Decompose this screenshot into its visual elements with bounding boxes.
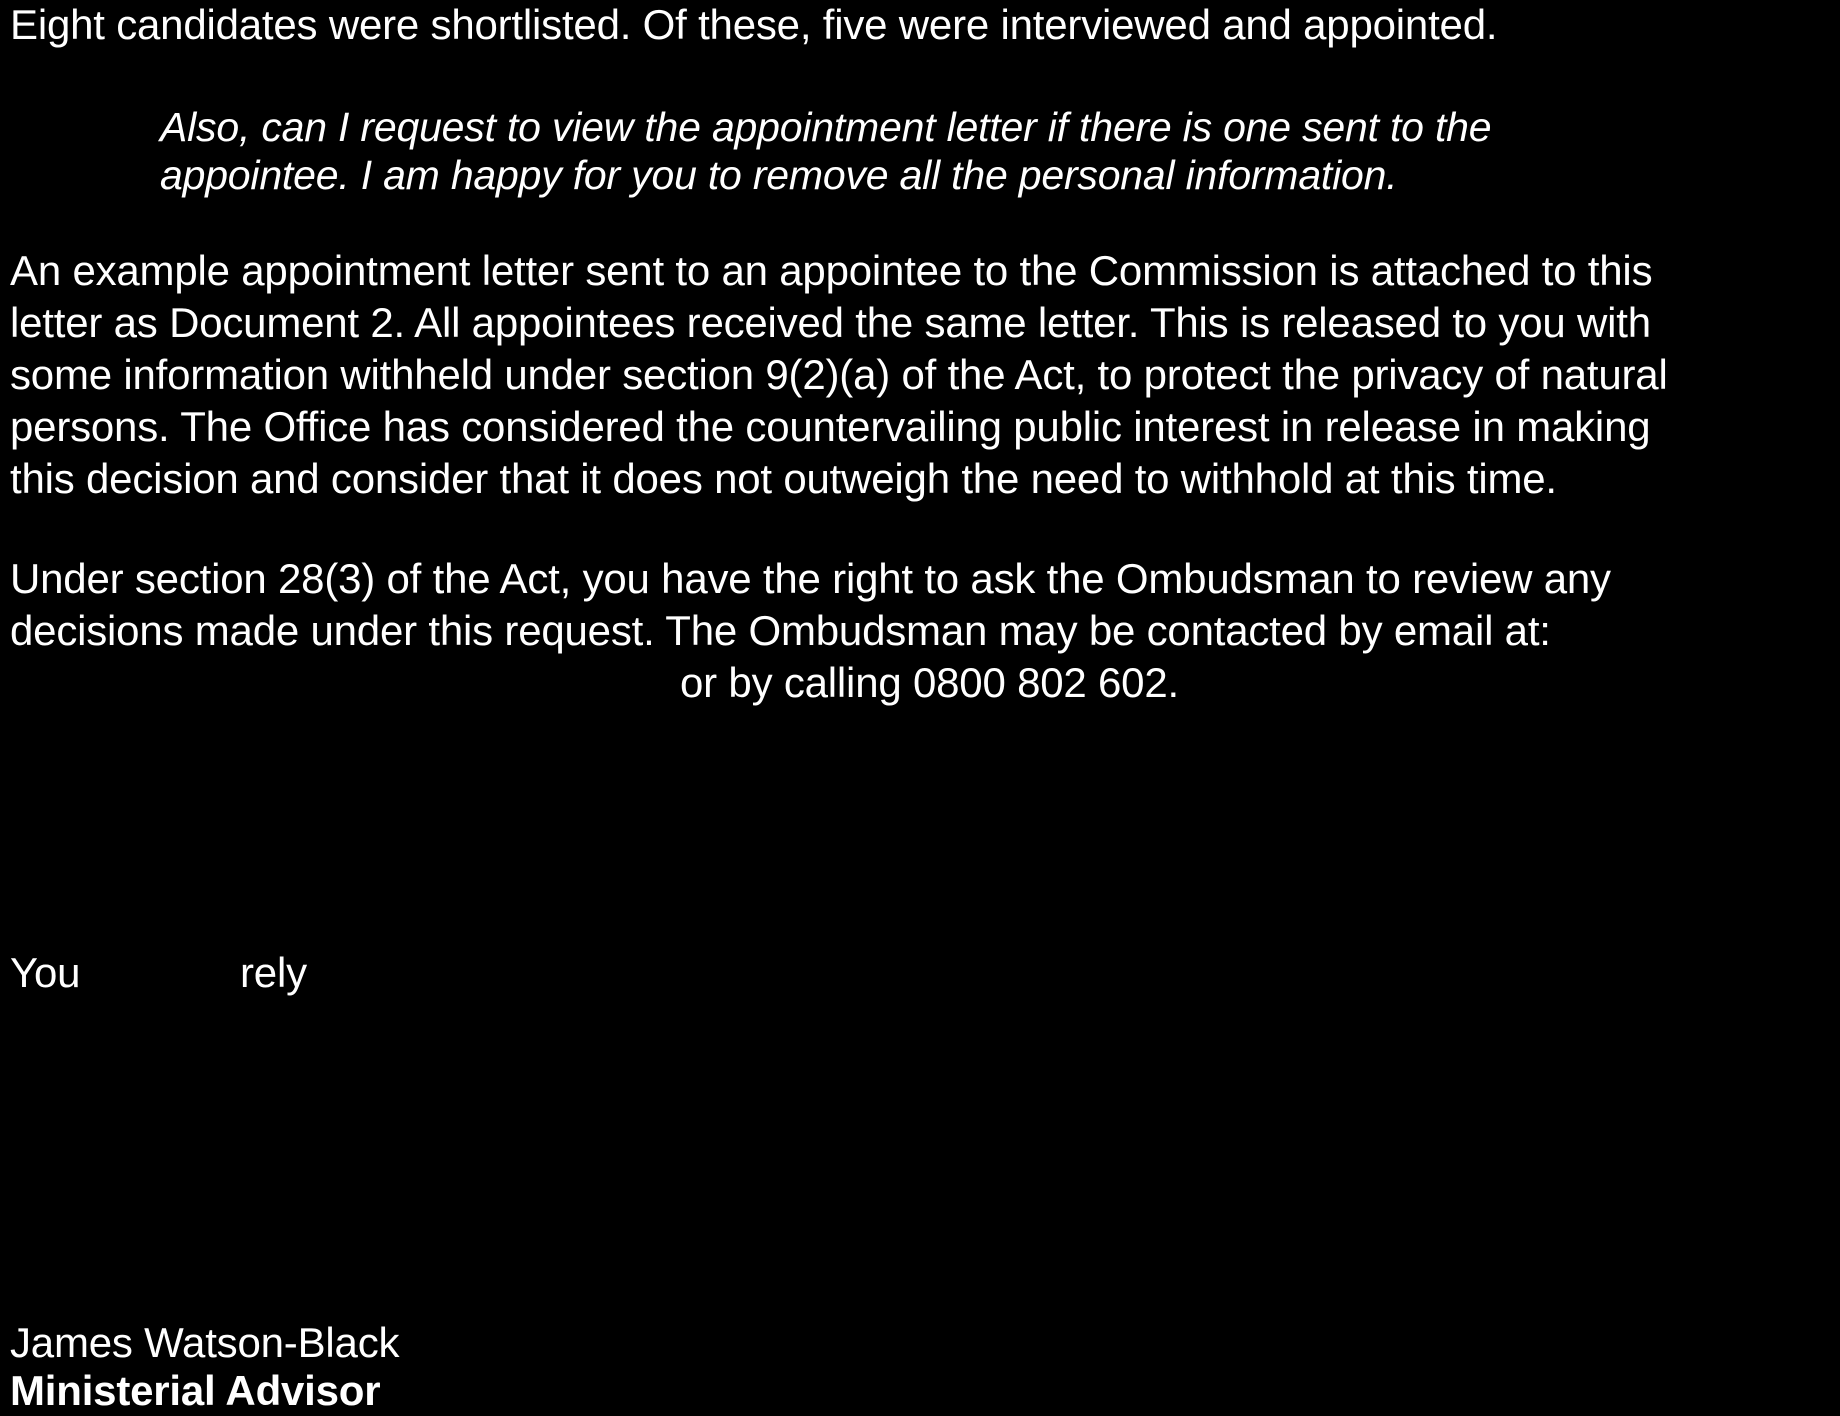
paragraph-line: persons. The Office has considered the countervailing public interest in release in making bbox=[10, 403, 1651, 450]
paragraph-line: Under section 28(3) of the Act, you have the right to ask the Ombudsman to review any bbox=[10, 555, 1611, 602]
paragraph-line: or by calling 0800 802 602. bbox=[680, 659, 1179, 706]
closing-part-2: rely bbox=[240, 949, 307, 996]
paragraph-line: this decision and consider that it does not outweigh the need to withhold at this time. bbox=[10, 455, 1557, 502]
paragraph-line: letter as Document 2. All appointees received the same letter. This is released to you with bbox=[10, 299, 1651, 346]
paragraph-line: decisions made under this request. The Ombudsman may be contacted by email at: bbox=[10, 607, 1551, 654]
paragraph-line: some information withheld under section 9(2)(a) of the Act, to protect the privacy of natural bbox=[10, 351, 1668, 398]
signatory-title: Ministerial Advisor bbox=[10, 1367, 381, 1414]
closing-part-1: You bbox=[10, 949, 81, 996]
quote-line-2: appointee. I am happy for you to remove all the personal information. bbox=[160, 152, 1398, 198]
paragraph-line: An example appointment letter sent to an appointee to the Commission is attached to this bbox=[10, 247, 1653, 294]
quote-line-1: Also, can I request to view the appointment letter if there is one sent to the bbox=[160, 104, 1492, 150]
paragraph-shortlist: Eight candidates were shortlisted. Of these, five were interviewed and appointed. bbox=[10, 1, 1498, 48]
signatory-name: James Watson-Black bbox=[10, 1319, 400, 1366]
